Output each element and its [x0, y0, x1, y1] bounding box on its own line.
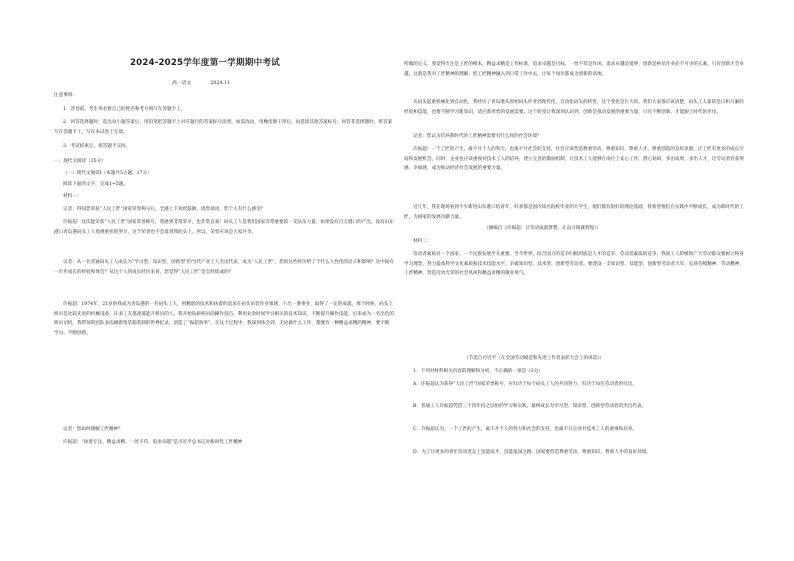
interview-question: 记者：您认为培养新时代的工匠精神需要有什么样的社会环境？	[413, 134, 542, 139]
interview-answer: 许振超：一个工匠的产生，离不开个人的努力，也离不开社会的支持，社会应该营造尊重劳动、尊重知识、尊重人才、尊重创造的良好氛围，让工匠有更多的成长空间和发展机会。同时，企业也应该重视对技术工人的培养，建立完善的激励机制，让技术工人能够在岗位上安心工作，潜心钻研，多出成果，多出人才，让劳动者有获得感、幸福感，成为推动经济社会发展的重要力量。	[404, 147, 744, 171]
exam-title: 2024-2025学年度第一学期期中考试	[130, 58, 280, 68]
reading-instruction: 阅读下面的文字，完成1~5题。	[63, 182, 128, 187]
interview-answer: 所做的定义，我觉得专注是工匠的根本，精益求精是工作标准，追求卓越是目标，一丝不苟是作风；追求卓越是境界，创新是桥吊作业必不可少的元素，只有创新才会卓越，这就是我对工匠精神的理解，把工匠精神融入到日常工作中去，让每个岗位都成为创新的高地。	[404, 62, 744, 77]
interview-question: 记者：从一名普通码头工人成长为“学习型、知识型、创新型”的当代产业工人杰出代表，成为“人民工匠”，您的这些经历给了个什么人性化的启示和影响？这中间有一步步成长的经验和体会？从这个人的成长经历来看，您觉得“人民工匠”是怎样炼成的？	[54, 260, 394, 275]
interview-answer: 近几年，我在现场看到不少新进山东港口的青年，好多都是国内知名院校毕业的大学生，他们都有很好的理论基础，我希望他们在实践中不断成长，成为新时代的工匠，为国家的发展贡献力量。	[404, 205, 744, 220]
notice-heading: 注意事项：	[54, 93, 77, 98]
answer-option-b: B．普通工人许振超凭借三十四年持之以恒的学习和实践，最终成长为学习型、知识型、创新型劳动者的杰出代表。	[413, 404, 647, 409]
answer-option-c: C．许振超认为，一个工匠的产生，离不开个人的努力和社会的支持，也离不开企业对技术工人的重视和培养。	[413, 427, 638, 432]
subsection-heading: （一）现代文阅读Ⅰ（本题共5小题，17分）	[63, 171, 152, 176]
answer-option-a: A．许振超认为获得“人民工匠”国家荣誉称号，应归功于每个码头工人的共同努力，归功于每位劳动者的付出。	[413, 382, 637, 387]
notice-item-2: 2．回答选择题时，选出每小题答案后，用铅笔把答题卡上对应题目的答案标号涂黑。如需改动，用橡皮擦干净后，再选涂其他答案标号。回答非选择题时，将答案写在答题卡上。写在本试卷上无效。	[54, 120, 393, 135]
interview-question: 记者：您如何理解工匠精神？	[63, 427, 123, 432]
interview-answer: 许振超：1974年，21岁的我成为青岛港的一名码头工人，用精湛的技术和执着的追求在码头吊装作业领域，干出一番事业，取得了一定的成就。那个时候，码头上桥吊是比较先进的机械设备，许多工友都羡慕能开桥吊的人。我开始钻研桥吊的操作技巧，利用业余时间学习相关的技术知识，不断提升操作技能。后来成为一名出色的桥吊司机，我带领的团队多次刷新集装箱装卸的世界纪录，创造了“振超效率”。在这个过程中，我深刻体会到，无论做什么工作，都要有一种精益求精的精神，要不断学习、不断创新。	[54, 302, 394, 336]
answer-option-d: D．为了让更多的青年劳动者走上技能成才、技能报国之路，国家要营造尊重劳动、尊重知识、尊重人才的良好环境。	[413, 450, 651, 455]
interview-answer: 许振超：“执着专注、精益求精、一丝不苟、追求卓越”是习近平总书记对新时代工匠精神	[63, 440, 243, 445]
question-stem: 1．下列对材料相关内容的理解和分析，不正确的一项是（3分）	[413, 369, 543, 374]
source-note: （节选自习近平《在全国劳动模范和先进工作者表彰大会上的讲话》）	[464, 356, 605, 361]
material-label: 材料一：	[63, 194, 82, 199]
interview-answer: 许振超：这次能荣获“人民工匠”国家荣誉称号，我感到非常荣幸，也非常自豪！码头工人是我们国家非常重要的一支队伍力量，如果没有百万港口的产出，没有山东港口青岛港码头工人勇挑重担的努力，这个荣誉也不会落到我的头上。所以，荣誉应该是大家共享。	[54, 220, 394, 235]
interview-answer: 从码头起重机械化到自动化，我经历了青岛港从原始码头作业到现代化、自动化码头的转变，这个变化是巨大的。我们大家都应该清楚，码头工人靠的是日积月累的经验和技能，也要不断学习新知识，适应新形势的发展需要。这个转变让我深刻认识到，创新是推动发展的重要力量，只有不断创新，才能跟上时代的步伐。	[404, 100, 744, 115]
source-note: （摘编自《许振超：让劳动成就梦想，让奋斗铸就辉煌》）	[484, 226, 602, 231]
notice-item-1: 1．答卷前，考生务必将自己的姓名和考号填写在答题卡上。	[63, 107, 186, 112]
material-paragraph: 劳动者素质对一个国家、一个民族发展至关重要。当今世界，综合国力的竞争归根到底是人才的竞争、劳动者素质的竞争。我国工人阶级和广大劳动群众要树立终身学习理念，努力提高科学文化素质和技术技能水平，争做知识型、技术型、创新型劳动者。要建设一支知识型、技能型、创新型劳动者大军，弘扬劳模精神、劳动精神、工匠精神，营造劳动光荣的社会风尚和精益求精的敬业风气。	[404, 252, 744, 276]
material-label: 材料二：	[413, 239, 432, 244]
exam-subtitle: 高一语文 2024.11	[172, 81, 231, 86]
section-heading: 一、现代文阅读（35分）	[54, 159, 106, 164]
interview-question: 记者：得知您荣获“人民工匠”国家荣誉称号后，全港上下欢欣鼓舞，请您谈谈，您个人有什么感受？	[63, 207, 266, 212]
notice-item-3: 3．考试结束后，将答题卡交回。	[63, 144, 131, 149]
